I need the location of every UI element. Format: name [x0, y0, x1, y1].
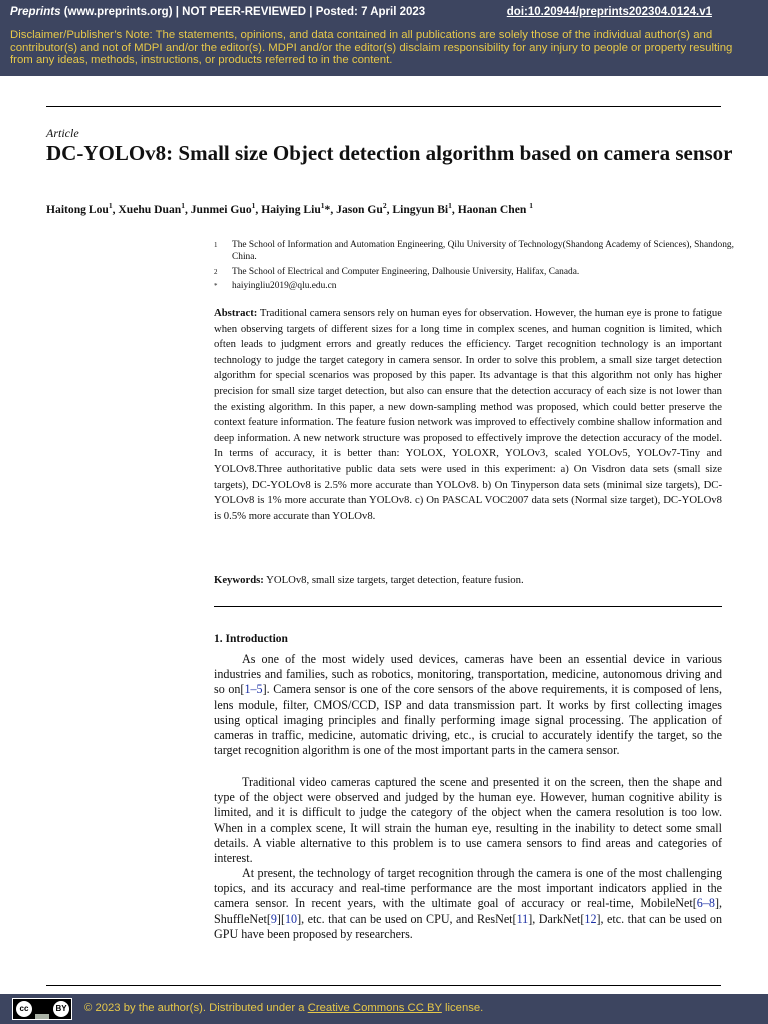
affiliation-marker: 2 [214, 268, 218, 276]
citation-link[interactable]: 10 [284, 911, 298, 926]
license-footer [0, 994, 768, 1024]
license-link[interactable]: Creative Commons CC BY [307, 1002, 442, 1014]
author-separator: *, [324, 202, 337, 216]
author-affiliation-sup: 1 [251, 201, 256, 210]
author-separator: , [112, 202, 119, 216]
header-divider [46, 106, 721, 107]
author-affiliation-sup: 1 [529, 201, 533, 210]
author-name: Xuehu Duan [118, 202, 182, 216]
preprint-banner [0, 0, 768, 76]
badge-band [35, 1014, 49, 1019]
affiliation-text: The School of Electrical and Computer Engineering, Dalhousie University, Halifax, Canada. [232, 267, 580, 277]
license-statement [84, 1002, 483, 1014]
affiliation-text: The School of Information and Automation Engineering, Qilu University of Technology(Shandong Academy of Sciences), Shandong, China. [232, 240, 734, 262]
affiliation-marker: 1 [214, 241, 218, 249]
keywords-label: Keywords: [214, 574, 264, 586]
paragraph-text: As one of the most widely used devices, cameras have been an essential device in various industries and families, such as robotics, monitoring, transportation, medicine, autonomous driving and so on[ [214, 652, 722, 697]
copyright-text: © 2023 by the author(s). Distributed under a [84, 1002, 308, 1014]
citation-link[interactable]: 6–8 [696, 896, 715, 911]
citation-link[interactable]: 11 [516, 911, 529, 926]
paragraph-text: ], ShuffleNet[ [214, 896, 722, 926]
preprints-brand[interactable]: Preprints [10, 6, 61, 18]
article-type: Article [46, 126, 79, 140]
author-separator: , [386, 202, 393, 216]
section-heading-introduction: 1. Introduction [214, 633, 288, 645]
keywords [214, 573, 722, 589]
doi-link[interactable]: doi:10.20944/preprints202304.0124.v1 [506, 6, 712, 18]
author-affiliation-sup: 2 [382, 201, 387, 210]
affiliation-marker: * [214, 282, 218, 290]
author-name: Haiying Liu [261, 202, 321, 216]
author-separator: , [255, 202, 262, 216]
paragraph-text: ], etc. that can be used on GPU have been proposed by researchers. [214, 911, 722, 941]
banner-status-line [10, 6, 425, 18]
intro-paragraph-2: Traditional video cameras captured the scene and presented it on the screen, then the shape and type of the object were observed and judged by the human eye. However, human cognitive ability is limited, and it is difficult to judge the category of the object when the camera resolution is too low. When in a complex scene, It will strain the human eye, resulting in the inability to detect some small details. A viable alternative to this problem is to use camera sensors to find areas and categories of interest. [214, 775, 722, 866]
by-icon: BY [53, 1001, 69, 1017]
paragraph-text: ], DarkNet[ [528, 911, 585, 926]
paragraph-text: ][ [276, 911, 285, 926]
paragraph-text: ], etc. that can be used on CPU, and ResNet[ [297, 911, 517, 926]
paragraph-text: ]. Camera sensor is one of the core sensors of the above requirements, it is composed of lens, lens module, filter, CMOS/CCD, ISP and data transmission part. It works by first collecting images using optical imaging principles and finally performing image signal processing. The application of cameras in traffic, medicine, automatic driving, etc., is crucial to accurately identify the target, so the target recognition algorithm is one of the most important parts in the camera sensor. [214, 682, 722, 758]
paper-title: DC-YOLOv8: Small size Object detection algorithm based on camera sensor [46, 141, 733, 165]
intro-paragraph-1 [214, 652, 722, 758]
author-affiliation-sup: 1 [448, 201, 452, 210]
author-separator: , [184, 202, 191, 216]
author-name: Haonan Chen [457, 202, 530, 216]
author-list [46, 201, 533, 216]
footer-divider [46, 985, 721, 986]
posting-status: | NOT PEER-REVIEWED | Posted: 7 April 2023 [172, 6, 426, 18]
author-name: Haitong Lou [46, 202, 109, 216]
preprints-site[interactable]: (www.preprints.org) [60, 6, 173, 18]
author-name: Junmei Guo [190, 202, 252, 216]
author-separator: , [451, 202, 458, 216]
email-link[interactable]: haiyingliu2019@qlu.edu.cn [232, 281, 337, 291]
keywords-text: YOLOv8, small size targets, target detection, feature fusion. [263, 574, 524, 586]
cc-by-badge[interactable] [12, 998, 72, 1020]
author-affiliation-sup: 1 [108, 201, 113, 210]
author-affiliation-sup: 1 [181, 201, 185, 210]
intro-paragraph-3 [214, 866, 722, 942]
cc-icon: cc [16, 1001, 32, 1017]
citation-link[interactable]: 1–5 [244, 682, 263, 697]
citation-link[interactable]: 12 [584, 911, 597, 926]
paragraph-text: At present, the technology of target recognition through the camera is one of the most challenging topics, and its accuracy and real-time performance are the most important indicators applied in the camera sensor. In recent years, with the ultimate goal of accuracy or real-time, MobileNet[ [214, 866, 722, 911]
abstract-text: Traditional camera sensors rely on human eyes for observation. However, the human eye is prone to fatigue when observing targets of different sizes for a long time in complex scenes, and human cognition is limited, which often leads to judgment errors and greatly reduces the efficiency. Target recognition technology is an important technology to judge the target category in camera sensor. In order to solve this problem, a small size target detection algorithm for special scenarios was proposed by this paper. Its advantage is that this algorithm not only has higher precision for small size target detection, but also can ensure that the detection accuracy of each size is not lower than the existing algorithm. In this paper, a new down-sampling method was proposed, which could better preserve the context feature information. The feature fusion network was improved to effectively combine shallow information and deep information. A new network structure was proposed to effectively improve the detection accuracy of the model. In terms of accuracy, it is better than: YOLOX, YOLOXR, YOLOv3, scaled YOLOv5, YOLOv7-Tiny and YOLOv8.Three authoritative public data sets were used in this experiment: a) On Visdron data sets (small size targets), DC-YOLOv8 is 2.5% more accurate than YOLOv8. b) On Tinyperson data sets (minimal size targets), DC-YOLOv8 is 1% more accurate than YOLOv8. c) On PASCAL VOC2007 data sets (Normal size target), DC-YOLOv8 is 0.5% more accurate than YOLOv8. [214, 307, 722, 522]
author-name: Jason Gu [336, 202, 383, 216]
abstract [214, 306, 722, 524]
abstract-label: Abstract: [214, 307, 258, 319]
abstract-divider [214, 606, 722, 607]
author-name: Lingyun Bi [392, 202, 449, 216]
citation-link[interactable]: 9 [270, 911, 277, 926]
publisher-disclaimer: Disclaimer/Publisher’s Note: The statements, opinions, and data contained in all publications are solely those of the individual author(s) and contributor(s) and not of MDPI and/or the editor(s). MDPI and/or the editor(s) disclaim responsibility for any injury to people or property resulting from any ideas, methods, instructions, or products referred to in the content. [10, 29, 733, 67]
license-suffix: license. [441, 1002, 484, 1014]
author-affiliation-sup: 1 [320, 201, 325, 210]
